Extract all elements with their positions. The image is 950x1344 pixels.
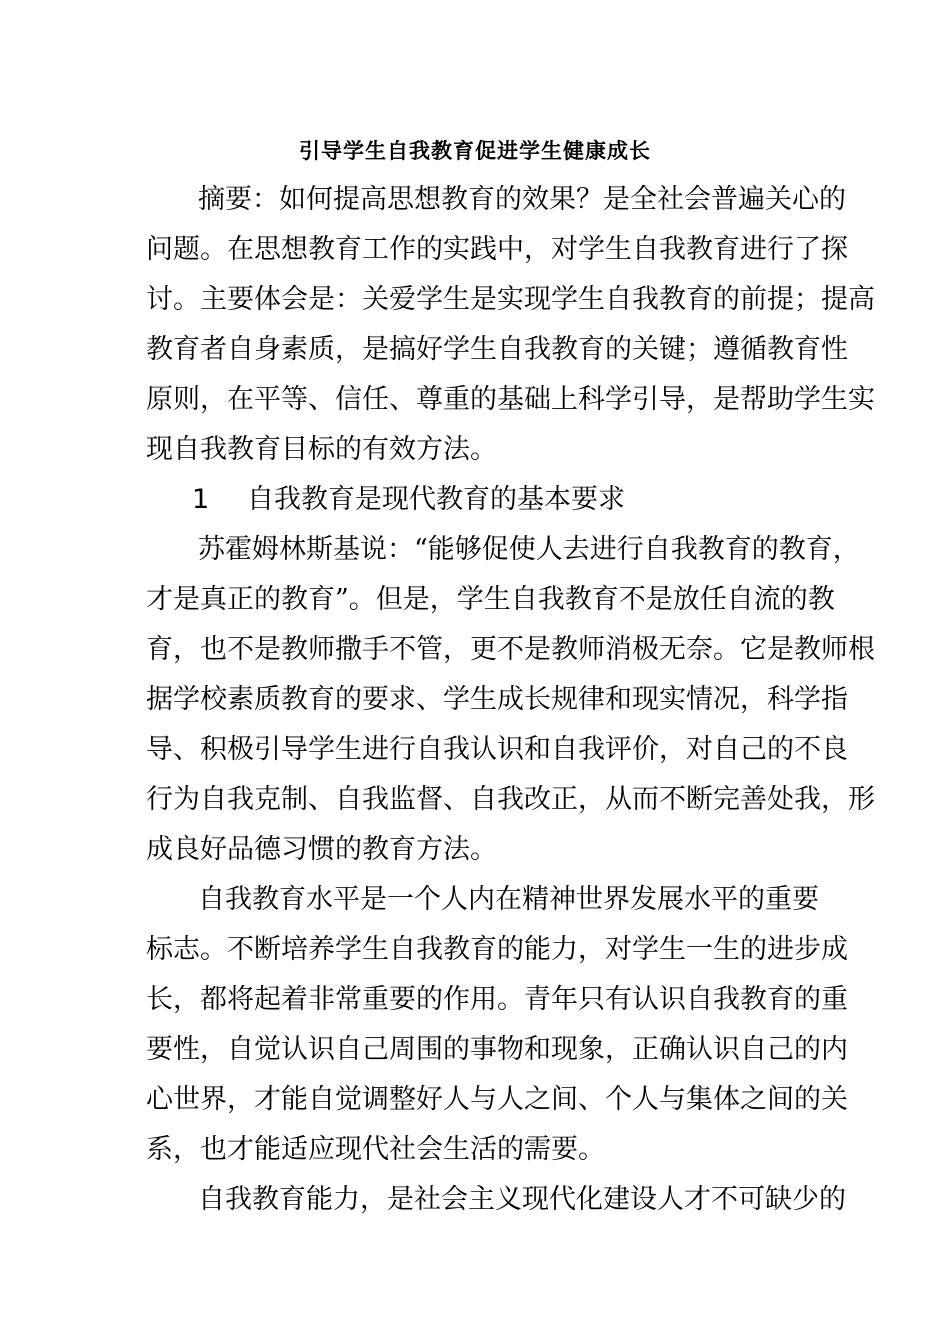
paragraph-line: 行为自我克制、自我监督、自我改正，从而不断完善处我，形 <box>146 784 875 815</box>
paragraph-line: 心世界，才能自觉调整好人与人之间、个人与集体之间的关 <box>146 1084 848 1115</box>
abstract-line: 讨。主要体会是：关爱学生是实现学生自我教育的前提；提高 <box>146 284 875 315</box>
paragraph-line: 要性，自觉认识自己周围的事物和现象，正确认识自己的内 <box>146 1034 848 1065</box>
document-title: 引导学生自我教育促进学生健康成长 <box>299 139 651 163</box>
paragraph-line: 标志。不断培养学生自我教育的能力，对学生一生的进步成 <box>146 934 848 965</box>
paragraph-line: 自我教育水平是一个人内在精神世界发展水平的重要 <box>198 884 819 915</box>
abstract-line: 教育者自身素质，是搞好学生自我教育的关键；遵循教育性 <box>146 334 848 365</box>
paragraph-line: 系，也才能适应现代社会生活的需要。 <box>146 1134 605 1165</box>
paragraph-line: 自我教育能力，是社会主义现代化建设人才不可缺少的 <box>198 1184 846 1215</box>
paragraph-line: 据学校素质教育的要求、学生成长规律和现实情况，科学指 <box>146 684 848 715</box>
paragraph-line: 才是真正的教育”。但是，学生自我教育不是放任自流的教 <box>146 584 835 615</box>
abstract-line: 原则，在平等、信任、尊重的基础上科学引导，是帮助学生实 <box>146 384 875 415</box>
paragraph-line: 成良好品德习惯的教育方法。 <box>146 834 497 865</box>
section-number: 1 <box>192 484 210 515</box>
paragraph-line: 长，都将起着非常重要的作用。青年只有认识自我教育的重 <box>146 984 848 1015</box>
paragraph-line: 苏霍姆林斯基说：“能够促使人去进行自我教育的教育， <box>198 534 860 565</box>
paragraph-line: 导、积极引导学生进行自我认识和自我评价，对自己的不良 <box>146 734 848 765</box>
abstract-line: 现自我教育目标的有效方法。 <box>146 434 497 465</box>
section-heading-text: 自我教育是现代教育的基本要求 <box>247 484 625 515</box>
abstract-line: 摘要：如何提高思想教育的效果？是全社会普遍关心的 <box>198 184 846 215</box>
paragraph-line: 育，也不是教师撒手不管，更不是教师消极无奈。它是教师根 <box>146 634 875 665</box>
abstract-line: 问题。在思想教育工作的实践中，对学生自我教育进行了探 <box>146 234 848 265</box>
